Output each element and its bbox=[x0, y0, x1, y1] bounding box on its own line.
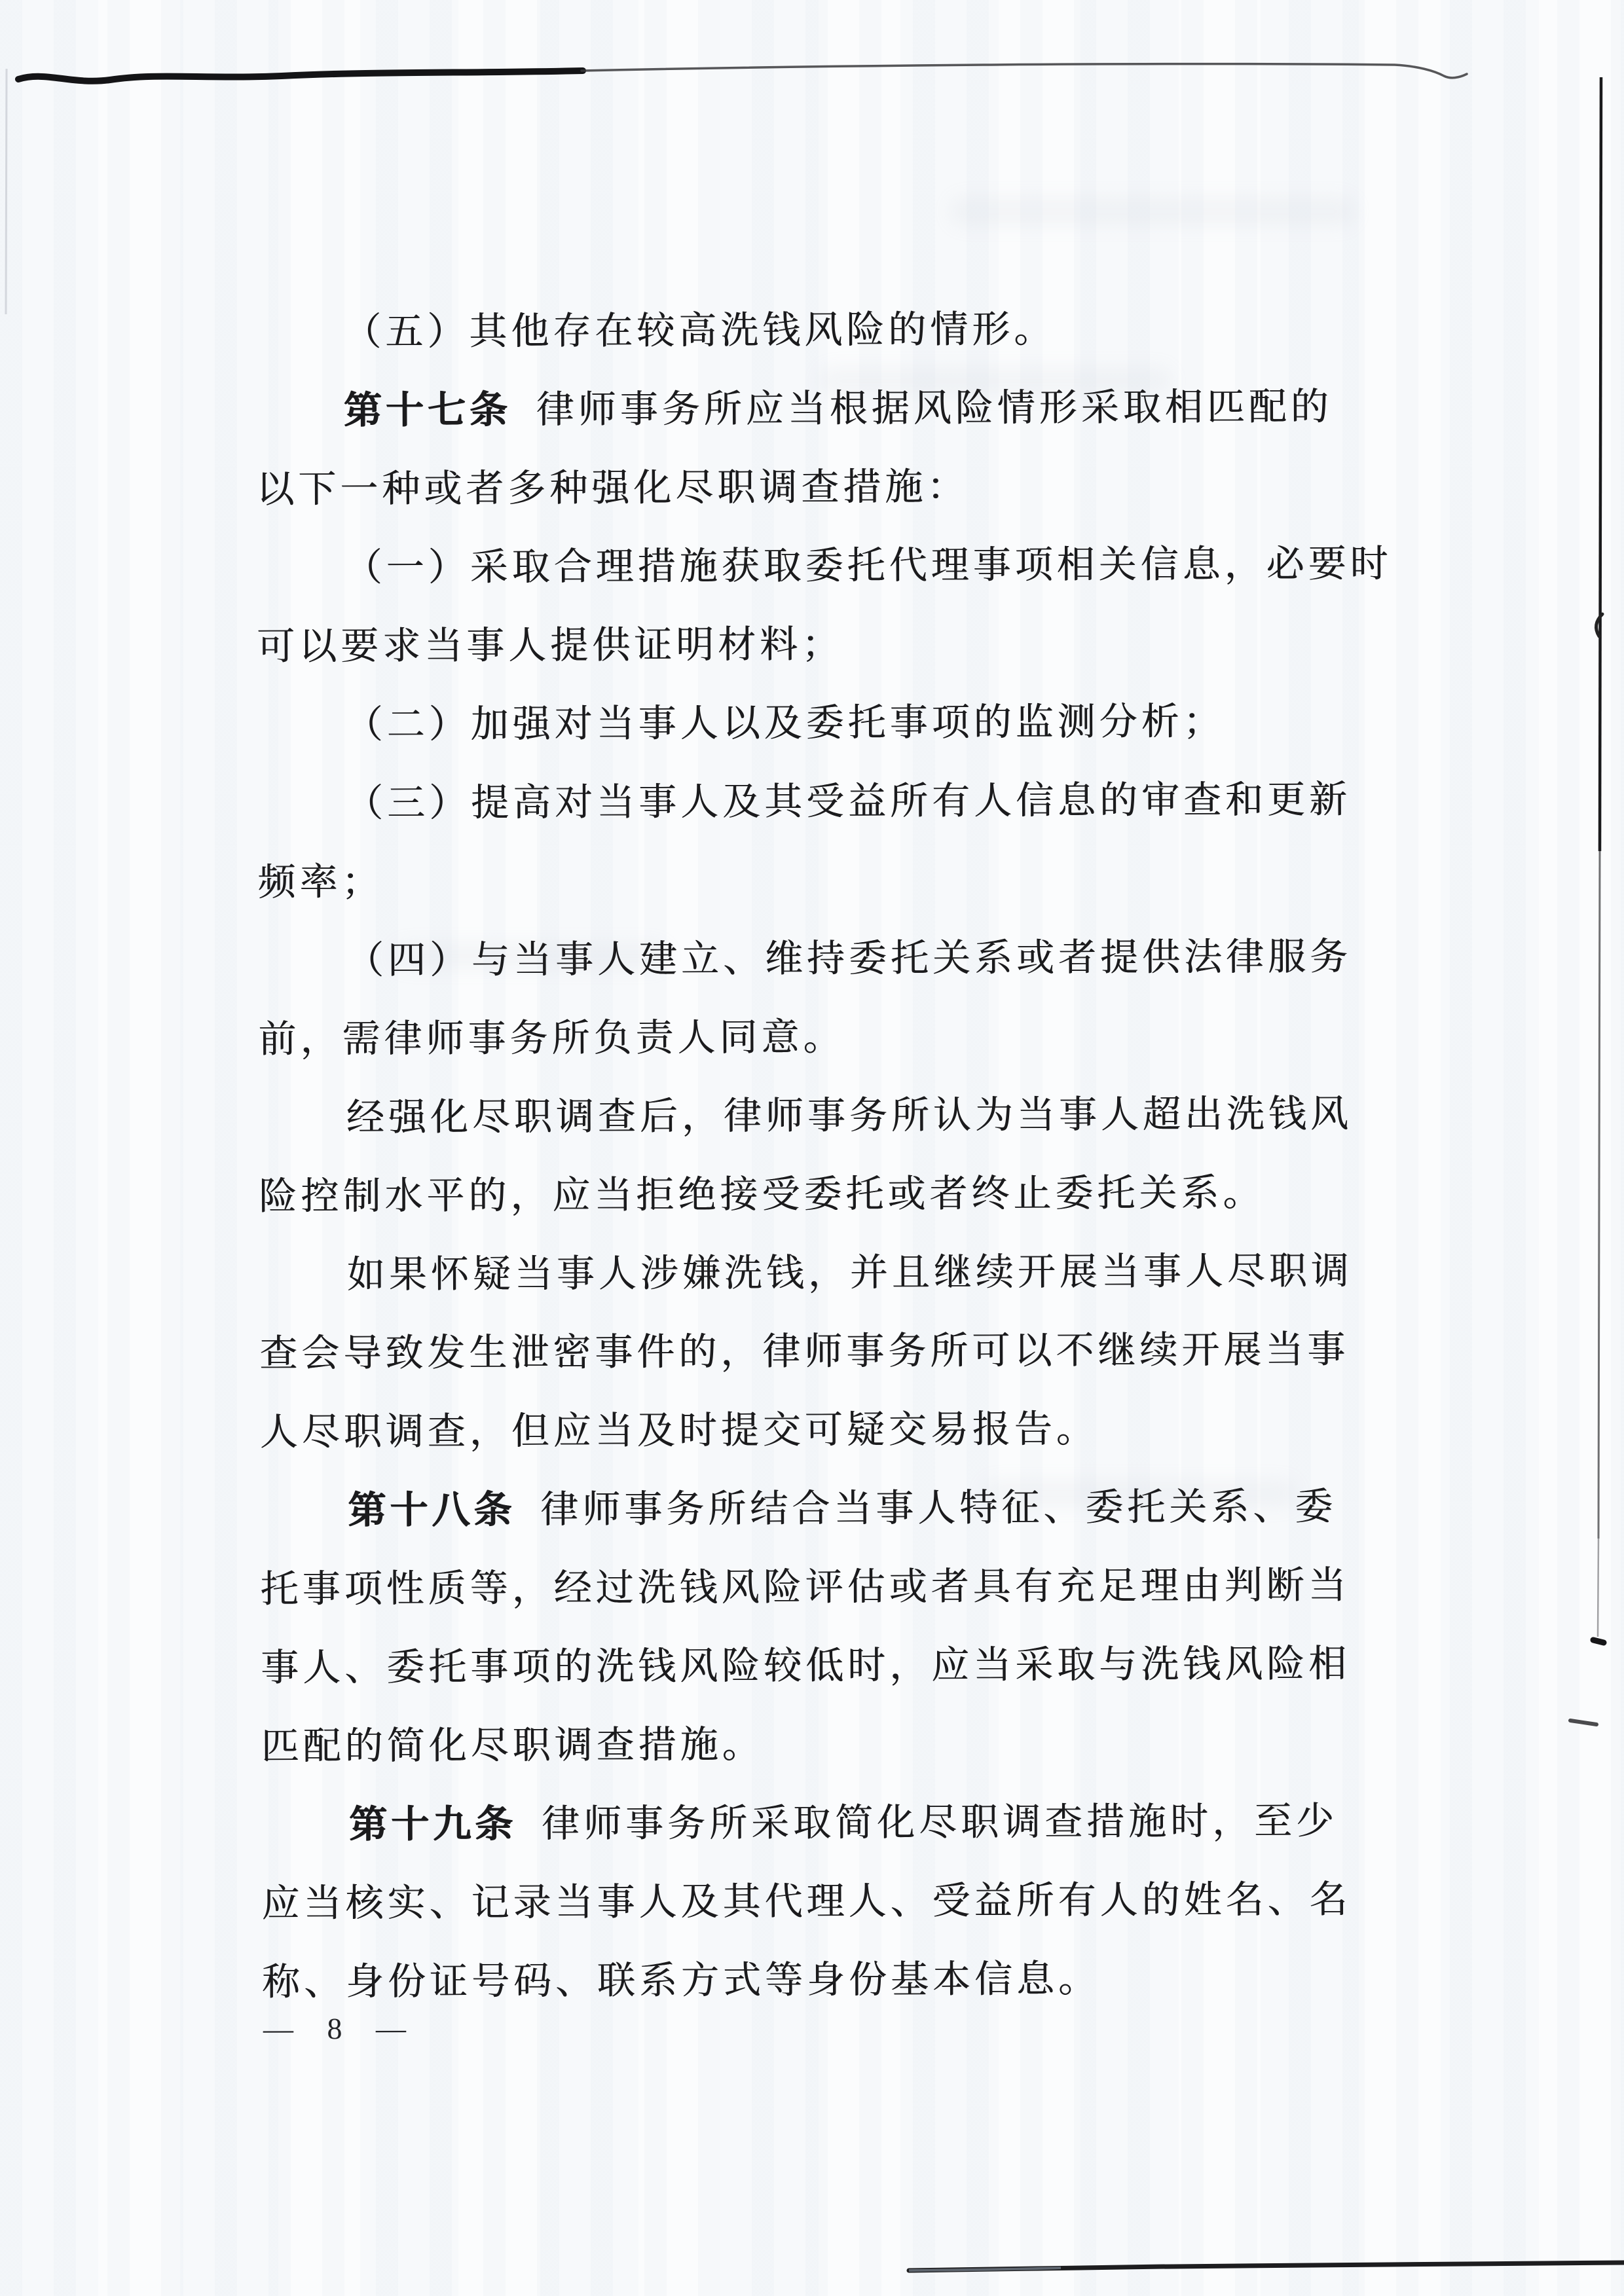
article-number: 第十七条 bbox=[343, 388, 511, 432]
text-line bbox=[258, 917, 1404, 1000]
text-line bbox=[256, 446, 1402, 529]
text-line bbox=[258, 996, 1404, 1079]
line-text: 人尽职调查，但应当及时提交可疑交易报告。 bbox=[259, 1408, 1098, 1453]
line-text: （二）加强对当事人以及委托事项的监测分析； bbox=[344, 700, 1225, 746]
line-text: 托事项性质等，经过洗钱风险评估或者具有充足理由判断当 bbox=[260, 1563, 1350, 1611]
text-line bbox=[257, 760, 1403, 843]
text-line bbox=[256, 524, 1402, 608]
line-text: 事人、委托事项的洗钱风险较低时，应当采取与洗钱风险相 bbox=[260, 1642, 1351, 1689]
article-number: 第十八条 bbox=[348, 1488, 516, 1532]
text-line bbox=[259, 1231, 1405, 1315]
line-text: 匹配的简化尽职调查措施。 bbox=[261, 1723, 764, 1768]
scan-artifact-left-edge bbox=[6, 69, 7, 314]
text-line bbox=[261, 1781, 1407, 1865]
line-text: 经强化尽职调查后，律师事务所认为当事人超出洗钱风 bbox=[346, 1092, 1352, 1139]
scan-artifact-right-line-mid bbox=[1598, 851, 1600, 1539]
article-number: 第十九条 bbox=[348, 1802, 517, 1846]
text-line bbox=[257, 839, 1403, 922]
line-text: 前，需律师事务所负责人同意。 bbox=[258, 1015, 845, 1061]
text-line bbox=[260, 1546, 1406, 1629]
text-line bbox=[259, 1074, 1405, 1157]
scan-artifact-right-line-hook bbox=[1596, 614, 1602, 636]
text-line bbox=[255, 289, 1401, 372]
line-text: （四）与当事人建立、维持委托关系或者提供法律服务 bbox=[345, 935, 1352, 982]
text-line bbox=[259, 1153, 1405, 1236]
line-text: 可以要求当事人提供证明材料； bbox=[256, 623, 844, 668]
page-number: — 8 — bbox=[263, 2011, 420, 2046]
line-text: （一）采取合理措施获取委托代理事项相关信息，必要时 bbox=[344, 542, 1392, 589]
text-line bbox=[261, 1703, 1407, 1786]
text-line bbox=[257, 682, 1403, 765]
text-line bbox=[259, 1389, 1405, 1472]
scan-artifact-bottom-line bbox=[909, 2263, 1624, 2270]
document-body bbox=[255, 289, 1408, 2022]
line-text: 频率； bbox=[257, 860, 384, 903]
text-line bbox=[260, 1467, 1406, 1550]
text-line bbox=[262, 1939, 1408, 2022]
line-text: 律师事务所结合当事人特征、委托关系、委 bbox=[540, 1485, 1337, 1531]
text-line bbox=[257, 603, 1403, 686]
line-text: （五）其他存在较高洗钱风险的情形。 bbox=[343, 308, 1056, 354]
line-text: （三）提高对当事人及其受益所有人信息的审查和更新 bbox=[344, 778, 1352, 825]
line-text: 称、身份证号码、联系方式等身份基本信息。 bbox=[261, 1958, 1101, 2003]
text-line bbox=[261, 1860, 1407, 1943]
text-line bbox=[259, 1310, 1405, 1393]
line-text: 应当核实、记录当事人及其代理人、受益所有人的姓名、名 bbox=[261, 1878, 1352, 1925]
line-text: 险控制水平的，应当拒绝接受委托或者终止委托关系。 bbox=[259, 1171, 1265, 1218]
scan-artifact-bottom-line-fade bbox=[909, 2268, 1061, 2270]
text-line bbox=[255, 367, 1401, 450]
scan-artifact-dash-1 bbox=[1593, 1640, 1604, 1643]
line-text: 如果怀疑当事人涉嫌洗钱，并且继续开展当事人尽职调 bbox=[346, 1249, 1353, 1296]
line-text: 律师事务所应当根据风险情形采取相匹配的 bbox=[536, 385, 1333, 431]
text-line bbox=[261, 1624, 1407, 1707]
line-text: 查会导致发生泄密事件的，律师事务所可以不继续开展当事 bbox=[259, 1328, 1350, 1375]
scan-artifact-right-line-upper bbox=[1600, 77, 1601, 851]
scan-artifact-dash-2 bbox=[1570, 1721, 1596, 1724]
bleed-through-smudge bbox=[950, 196, 1356, 227]
scan-artifact-top-line-tail bbox=[581, 64, 1467, 78]
line-text: 以下一种或者多种强化尽职调查措施： bbox=[256, 465, 969, 511]
scan-artifact-top-line bbox=[18, 71, 583, 81]
line-text: 律师事务所采取简化尽职调查措施时，至少 bbox=[541, 1799, 1338, 1846]
